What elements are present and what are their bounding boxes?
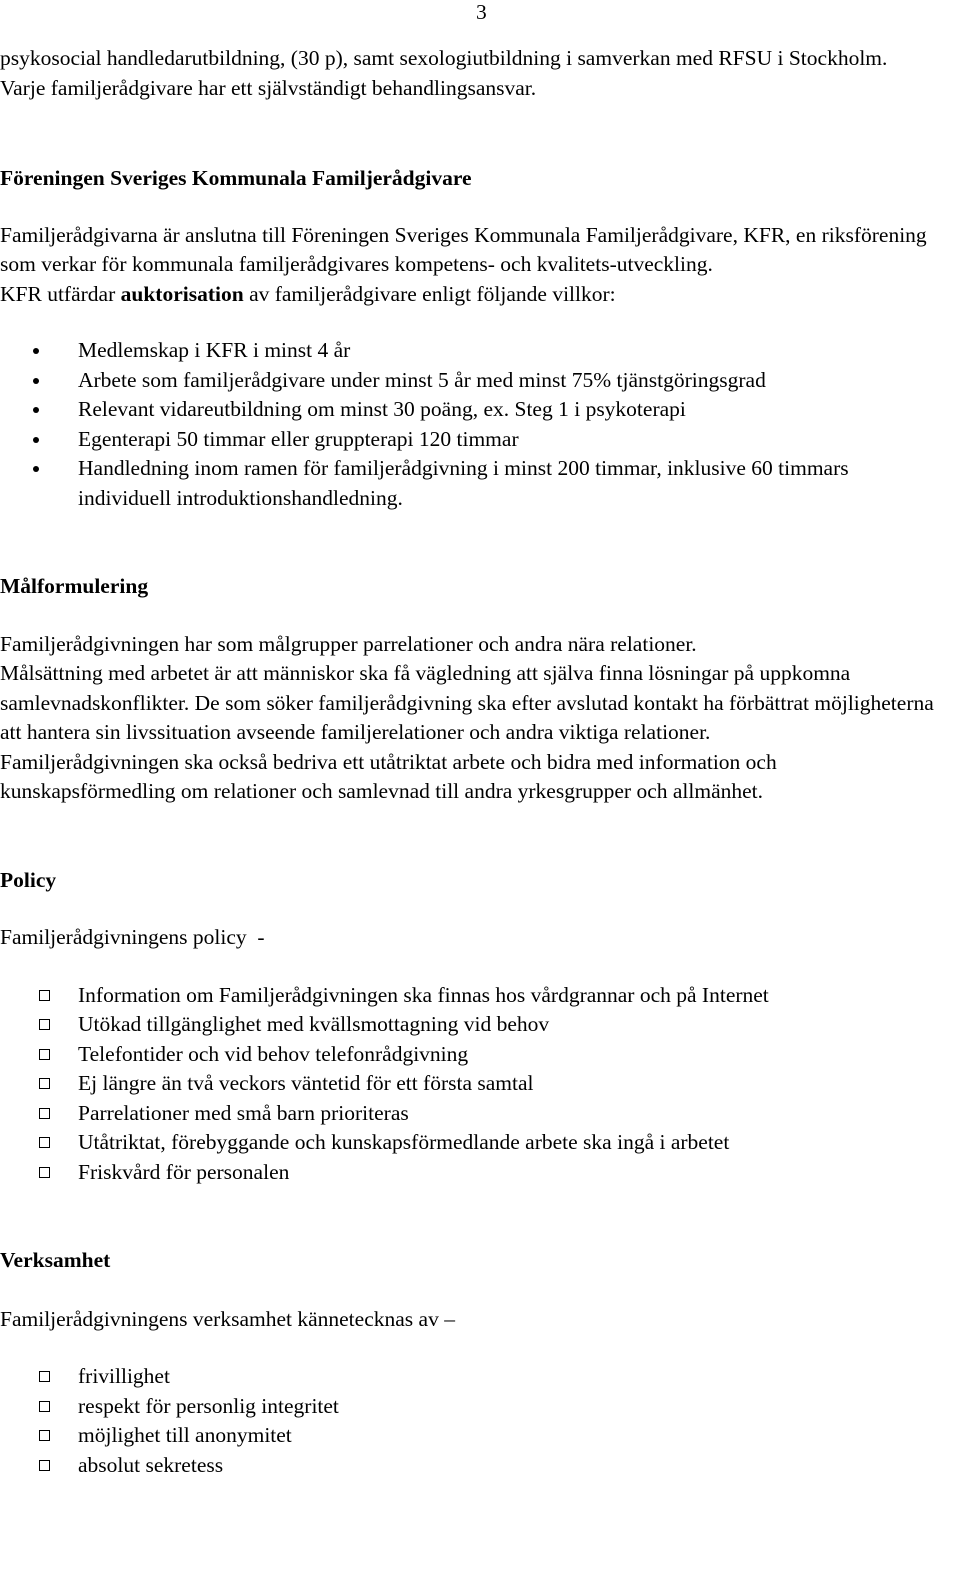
policy-heading: Policy	[0, 867, 57, 892]
intro-paragraph: psykosocial handledarutbildning, (30 p), samt sexologiutbildning i samverkan med RFSU i Stockholm.	[0, 46, 888, 70]
bullet-icon	[33, 378, 39, 384]
list-item: Handledning inom ramen för familjerådgivning i minst 200 timmar, inklusive 60 timmars individuell introduktionshandledning.	[0, 454, 952, 513]
operations-heading: Verksamhet	[0, 1248, 111, 1272]
document-body	[0, 44, 952, 1480]
intro-responsibility: Varje familjerådgivare har ett självständigt behandlingsansvar.	[0, 75, 537, 100]
policy-intro: Familjerådgivningens policy -	[0, 925, 265, 949]
list-item: Medlemskap i KFR i minst 4 år	[0, 336, 952, 366]
list-item: Friskvård för personalen	[0, 1158, 952, 1188]
list-item: Information om Familjerådgivningen ska finnas hos vårdgrannar och på Internet	[0, 981, 952, 1011]
operations-list	[0, 1362, 952, 1480]
checkbox-icon	[39, 1430, 50, 1441]
list-item: möjlighet till anonymitet	[0, 1421, 952, 1451]
list-item: Arbete som familjerådgivare under minst 5 år med minst 75% tjänstgöringsgrad	[0, 366, 952, 396]
authorization-prefix: KFR utfärdar	[0, 281, 121, 306]
bullet-icon	[33, 437, 39, 443]
authorization-conditions-list	[0, 336, 952, 513]
checkbox-icon	[39, 1460, 50, 1471]
bullet-icon	[33, 348, 39, 354]
checkbox-icon	[39, 1167, 50, 1178]
kfr-heading: Föreningen Sveriges Kommunala Familjerådgivare	[0, 166, 472, 190]
checkbox-icon	[39, 1108, 50, 1119]
checkbox-icon	[39, 990, 50, 1001]
goals-objective: Målsättning med arbetet är att människor ska få vägledning att själva finna lösningar på uppkomna samlevnadskonflikter. De som söker familjerådgivning ska efter avslutad kontakt ha förbättrat möjligheterna att hantera sin livssituation avseende familjerelationer och andra viktiga relationer.	[0, 661, 934, 744]
authorization-suffix: av familjerådgivare enligt följande villkor:	[243, 281, 616, 306]
checkbox-icon	[39, 1019, 50, 1030]
checkbox-icon	[39, 1049, 50, 1060]
list-item: Utökad tillgänglighet med kvällsmottagning vid behov	[0, 1010, 952, 1040]
goals-target-groups: Familjerådgivningen har som målgrupper parrelationer och andra nära relationer.	[0, 631, 697, 656]
policy-list	[0, 981, 952, 1188]
list-item: Parrelationer med små barn prioriteras	[0, 1099, 952, 1129]
list-item: Ej längre än två veckors väntetid för ett första samtal	[0, 1069, 952, 1099]
checkbox-icon	[39, 1078, 50, 1089]
checkbox-icon	[39, 1401, 50, 1412]
list-item: frivillighet	[0, 1362, 952, 1392]
list-item: Egenterapi 50 timmar eller gruppterapi 120 timmar	[0, 425, 952, 455]
operations-intro: Familjerådgivningens verksamhet kännetecknas av –	[0, 1306, 455, 1331]
bullet-icon	[33, 407, 39, 413]
checkbox-icon	[39, 1137, 50, 1148]
list-item: Relevant vidareutbildning om minst 30 poäng, ex. Steg 1 i psykoterapi	[0, 395, 952, 425]
list-item: Telefontider och vid behov telefonrådgivning	[0, 1040, 952, 1070]
list-item: respekt för personlig integritet	[0, 1392, 952, 1422]
authorization-term: auktorisation	[120, 281, 244, 306]
authorization-sentence	[0, 280, 952, 310]
checkbox-icon	[39, 1371, 50, 1382]
kfr-paragraph: Familjerådgivarna är anslutna till Föreningen Sveriges Kommunala Familjerådgivare, KFR, en riksförening som verkar för kommunala familjerådgivares kompetens- och kvalitets-utveckling.	[0, 222, 927, 276]
page-number: 3	[476, 0, 487, 24]
goals-outreach: Familjerådgivningen ska också bedriva ett utåtriktat arbete och bidra med information och kunskapsförmedling om relationer och samlevnad till andra yrkesgrupper och allmänhet.	[0, 749, 777, 803]
bullet-icon	[33, 466, 39, 472]
goals-heading: Målformulering	[0, 574, 149, 598]
list-item: Utåtriktat, förebyggande och kunskapsförmedlande arbete ska ingå i arbetet	[0, 1128, 952, 1158]
list-item: absolut sekretess	[0, 1451, 952, 1481]
